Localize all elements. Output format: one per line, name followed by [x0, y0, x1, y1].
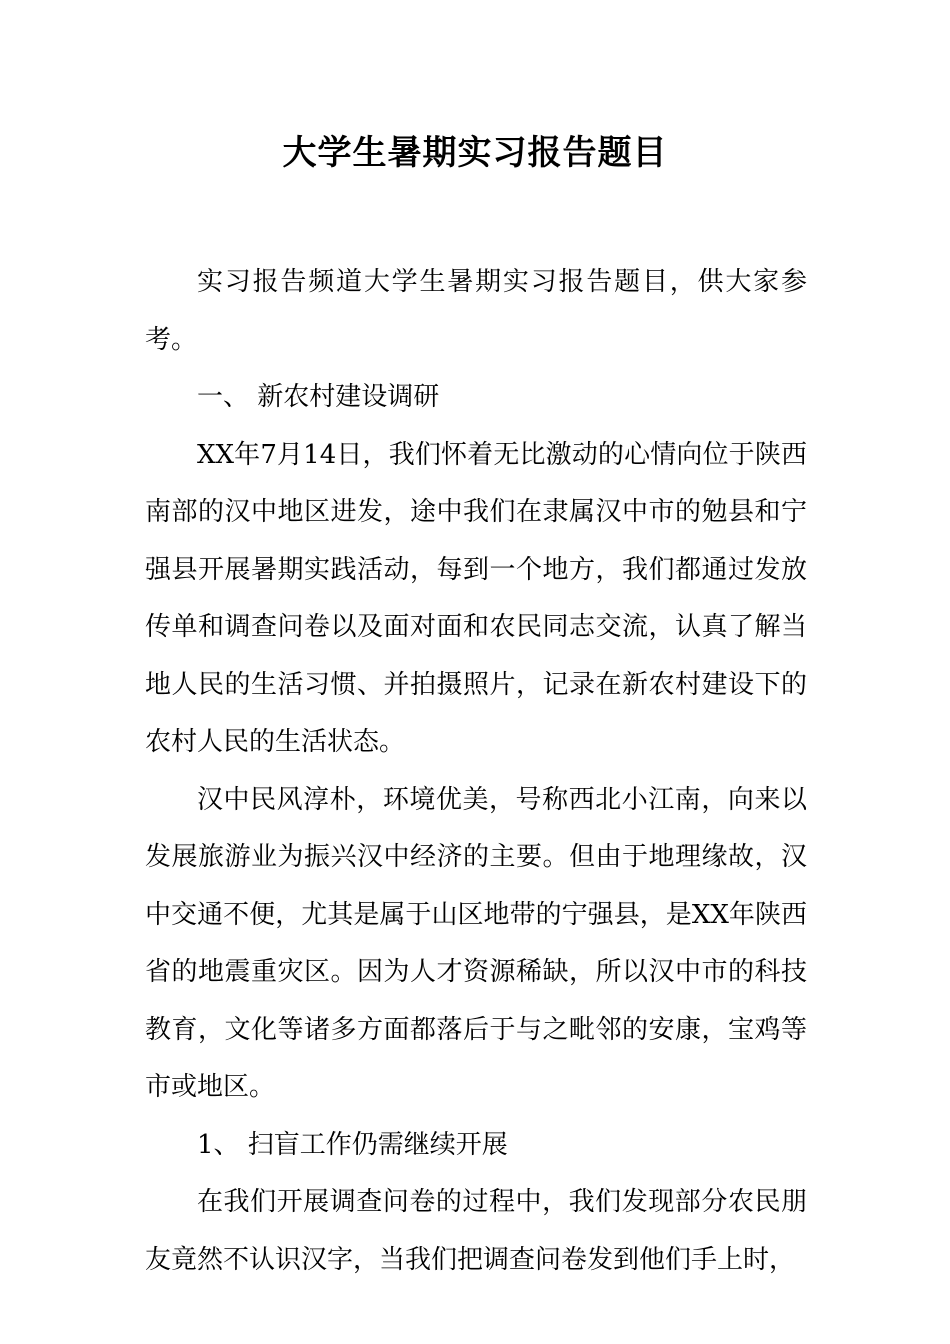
paragraph-intro: 实习报告频道大学生暑期实习报告题目，供大家参考。 — [145, 267, 807, 355]
document-body — [145, 254, 807, 1289]
paragraph-hanzhong: 汉中民风淳朴，环境优美，号称西北小江南，向来以发展旅游业为振兴汉中经济的主要。但由于地理缘故，汉中交通不便，尤其是属于山区地带的宁强县，是XX年陕西省的地震重灾区。因为人才资源稀缺，所以汉中市的科技教育，文化等诸多方面都落后于与之毗邻的安康，宝鸡等市或地区。 — [145, 784, 807, 1102]
paragraph-trip: XX年7月14日，我们怀着无比激动的心情向位于陕西南部的汉中地区进发，途中我们在隶属汉中市的勉县和宁强县开展暑期实践活动，每到一个地方，我们都通过发放传单和调查问卷以及面对面和农民同志交流，认真了解当地人民的生活习惯、并拍摄照片，记录在新农村建设下的农村人民的生活状态。 — [145, 439, 807, 757]
subsection-heading-1: 1、 扫盲工作仍需继续开展 — [197, 1129, 508, 1160]
document-title: 大学生暑期实习报告题目 — [282, 133, 668, 173]
paragraph-literacy: 在我们开展调查问卷的过程中，我们发现部分农民朋友竟然不认识汉字，当我们把调查问卷发到他们手上时， — [145, 1187, 807, 1275]
section-heading-1: 一、 新农村建设调研 — [197, 382, 440, 412]
